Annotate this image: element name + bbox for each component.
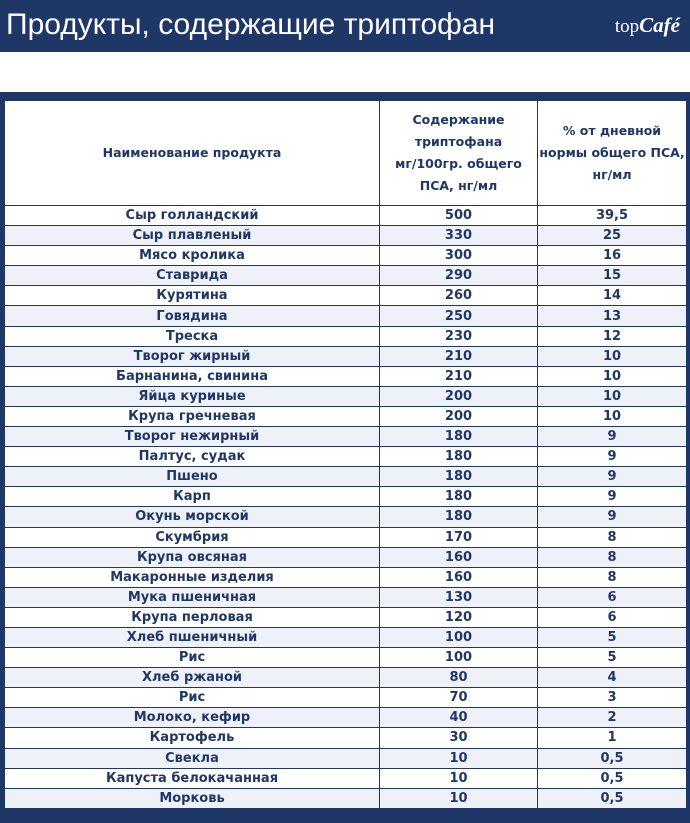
tryptophan-content-cell: 10 <box>380 788 538 808</box>
product-name-cell: Творог нежирный <box>5 427 380 447</box>
tryptophan-content-cell: 300 <box>380 246 538 266</box>
daily-percent-cell: 8 <box>538 527 687 547</box>
daily-percent-cell: 25 <box>538 226 687 246</box>
tryptophan-content-cell: 80 <box>380 668 538 688</box>
product-name-cell: Говядина <box>5 306 380 326</box>
product-name-cell: Мука пшеничная <box>5 587 380 607</box>
table-row <box>5 587 687 607</box>
table-row <box>5 447 687 467</box>
product-name-cell: Сыр голландский <box>5 206 380 226</box>
product-name-cell: Творог жирный <box>5 346 380 366</box>
daily-percent-cell: 8 <box>538 547 687 567</box>
tryptophan-content-cell: 260 <box>380 286 538 306</box>
tryptophan-content-cell: 290 <box>380 266 538 286</box>
tryptophan-content-cell: 250 <box>380 306 538 326</box>
daily-percent-cell: 4 <box>538 668 687 688</box>
topcafe-logo[interactable] <box>615 12 680 41</box>
table-row <box>5 768 687 788</box>
product-name-cell: Окунь морской <box>5 507 380 527</box>
daily-percent-cell: 6 <box>538 607 687 627</box>
tryptophan-content-cell: 40 <box>380 708 538 728</box>
tryptophan-content-cell: 200 <box>380 406 538 426</box>
product-name-cell: Макаронные изделия <box>5 567 380 587</box>
table-row <box>5 306 687 326</box>
tryptophan-content-cell: 180 <box>380 487 538 507</box>
daily-percent-cell: 9 <box>538 447 687 467</box>
table-body <box>5 206 687 809</box>
product-name-cell: Барнанина, свинина <box>5 366 380 386</box>
tryptophan-content-cell: 160 <box>380 567 538 587</box>
product-name-cell: Курятина <box>5 286 380 306</box>
daily-percent-cell: 2 <box>538 708 687 728</box>
tryptophan-content-cell: 330 <box>380 226 538 246</box>
tryptophan-content-cell: 180 <box>380 447 538 467</box>
table-row <box>5 627 687 647</box>
tryptophan-content-cell: 200 <box>380 386 538 406</box>
product-name-cell: Мясо кролика <box>5 246 380 266</box>
daily-percent-cell: 10 <box>538 366 687 386</box>
table-row <box>5 688 687 708</box>
product-name-cell: Хлеб ржаной <box>5 668 380 688</box>
table-row <box>5 487 687 507</box>
daily-percent-cell: 10 <box>538 346 687 366</box>
logo-cafe-text: Café <box>639 13 680 37</box>
table-row <box>5 386 687 406</box>
table-row <box>5 728 687 748</box>
table-row <box>5 246 687 266</box>
logo-top-text: top <box>614 16 640 37</box>
daily-percent-cell: 13 <box>538 306 687 326</box>
daily-percent-cell: 10 <box>538 386 687 406</box>
daily-percent-cell: 9 <box>538 487 687 507</box>
daily-percent-cell: 16 <box>538 246 687 266</box>
tryptophan-content-cell: 500 <box>380 206 538 226</box>
table-row <box>5 567 687 587</box>
table-row <box>5 326 687 346</box>
daily-percent-cell: 12 <box>538 326 687 346</box>
bottom-bar <box>0 813 690 823</box>
product-name-cell: Рис <box>5 648 380 668</box>
product-name-cell: Картофель <box>5 728 380 748</box>
daily-percent-cell: 6 <box>538 587 687 607</box>
product-name-cell: Морковь <box>5 788 380 808</box>
product-name-cell: Яйца куриные <box>5 386 380 406</box>
daily-percent-cell: 0,5 <box>538 748 687 768</box>
daily-percent-cell: 0,5 <box>538 788 687 808</box>
tryptophan-content-cell: 70 <box>380 688 538 708</box>
table-row <box>5 406 687 426</box>
table-row <box>5 708 687 728</box>
product-name-cell: Хлеб пшеничный <box>5 627 380 647</box>
tryptophan-content-cell: 100 <box>380 648 538 668</box>
table-row <box>5 607 687 627</box>
table-row <box>5 286 687 306</box>
daily-percent-cell: 15 <box>538 266 687 286</box>
table-row <box>5 427 687 447</box>
daily-percent-cell: 0,5 <box>538 768 687 788</box>
tryptophan-content-cell: 100 <box>380 627 538 647</box>
tryptophan-content-cell: 130 <box>380 587 538 607</box>
table-frame <box>0 92 690 823</box>
tryptophan-content-cell: 180 <box>380 467 538 487</box>
product-name-cell: Свекла <box>5 748 380 768</box>
tryptophan-content-cell: 120 <box>380 607 538 627</box>
daily-percent-cell: 3 <box>538 688 687 708</box>
tryptophan-content-cell: 180 <box>380 507 538 527</box>
tryptophan-content-cell: 10 <box>380 768 538 788</box>
product-name-cell: Капуста белокачанная <box>5 768 380 788</box>
daily-percent-cell: 10 <box>538 406 687 426</box>
tryptophan-content-cell: 160 <box>380 547 538 567</box>
daily-percent-cell: 5 <box>538 627 687 647</box>
table-row <box>5 527 687 547</box>
tryptophan-content-cell: 210 <box>380 366 538 386</box>
product-name-cell: Крупа гречневая <box>5 406 380 426</box>
table-row <box>5 366 687 386</box>
daily-percent-cell: 9 <box>538 507 687 527</box>
column-header-name: Наименование продукта <box>5 101 380 206</box>
header-bar <box>0 0 690 52</box>
table-row <box>5 748 687 768</box>
tryptophan-table <box>4 100 687 809</box>
tryptophan-content-cell: 10 <box>380 748 538 768</box>
tryptophan-content-cell: 180 <box>380 427 538 447</box>
product-name-cell: Треска <box>5 326 380 346</box>
table-row <box>5 266 687 286</box>
table-row <box>5 648 687 668</box>
product-name-cell: Молоко, кефир <box>5 708 380 728</box>
daily-percent-cell: 9 <box>538 467 687 487</box>
table-row <box>5 507 687 527</box>
product-name-cell: Крупа овсяная <box>5 547 380 567</box>
table-row <box>5 788 687 808</box>
daily-percent-cell: 1 <box>538 728 687 748</box>
tryptophan-content-cell: 210 <box>380 346 538 366</box>
product-name-cell: Рис <box>5 688 380 708</box>
column-header-percent: % от дневной нормы общего ПСА, нг/мл <box>538 101 687 206</box>
daily-percent-cell: 5 <box>538 648 687 668</box>
product-name-cell: Ставрида <box>5 266 380 286</box>
daily-percent-cell: 9 <box>538 427 687 447</box>
daily-percent-cell: 14 <box>538 286 687 306</box>
tryptophan-content-cell: 170 <box>380 527 538 547</box>
page-title: Продукты, содержащие триптофан <box>6 8 496 41</box>
product-name-cell: Карп <box>5 487 380 507</box>
daily-percent-cell: 8 <box>538 567 687 587</box>
tryptophan-content-cell: 230 <box>380 326 538 346</box>
table-row <box>5 206 687 226</box>
product-name-cell: Пшено <box>5 467 380 487</box>
product-name-cell: Скумбрия <box>5 527 380 547</box>
product-name-cell: Сыр плавленый <box>5 226 380 246</box>
table-row <box>5 467 687 487</box>
daily-percent-cell: 39,5 <box>538 206 687 226</box>
column-header-content: Содержание триптофана мг/100гр. общего ПСА, нг/мл <box>380 101 538 206</box>
tryptophan-content-cell: 30 <box>380 728 538 748</box>
table-row <box>5 547 687 567</box>
table-header-row <box>5 101 687 206</box>
product-name-cell: Палтус, судак <box>5 447 380 467</box>
table-row <box>5 226 687 246</box>
product-name-cell: Крупа перловая <box>5 607 380 627</box>
table-row <box>5 668 687 688</box>
table-row <box>5 346 687 366</box>
